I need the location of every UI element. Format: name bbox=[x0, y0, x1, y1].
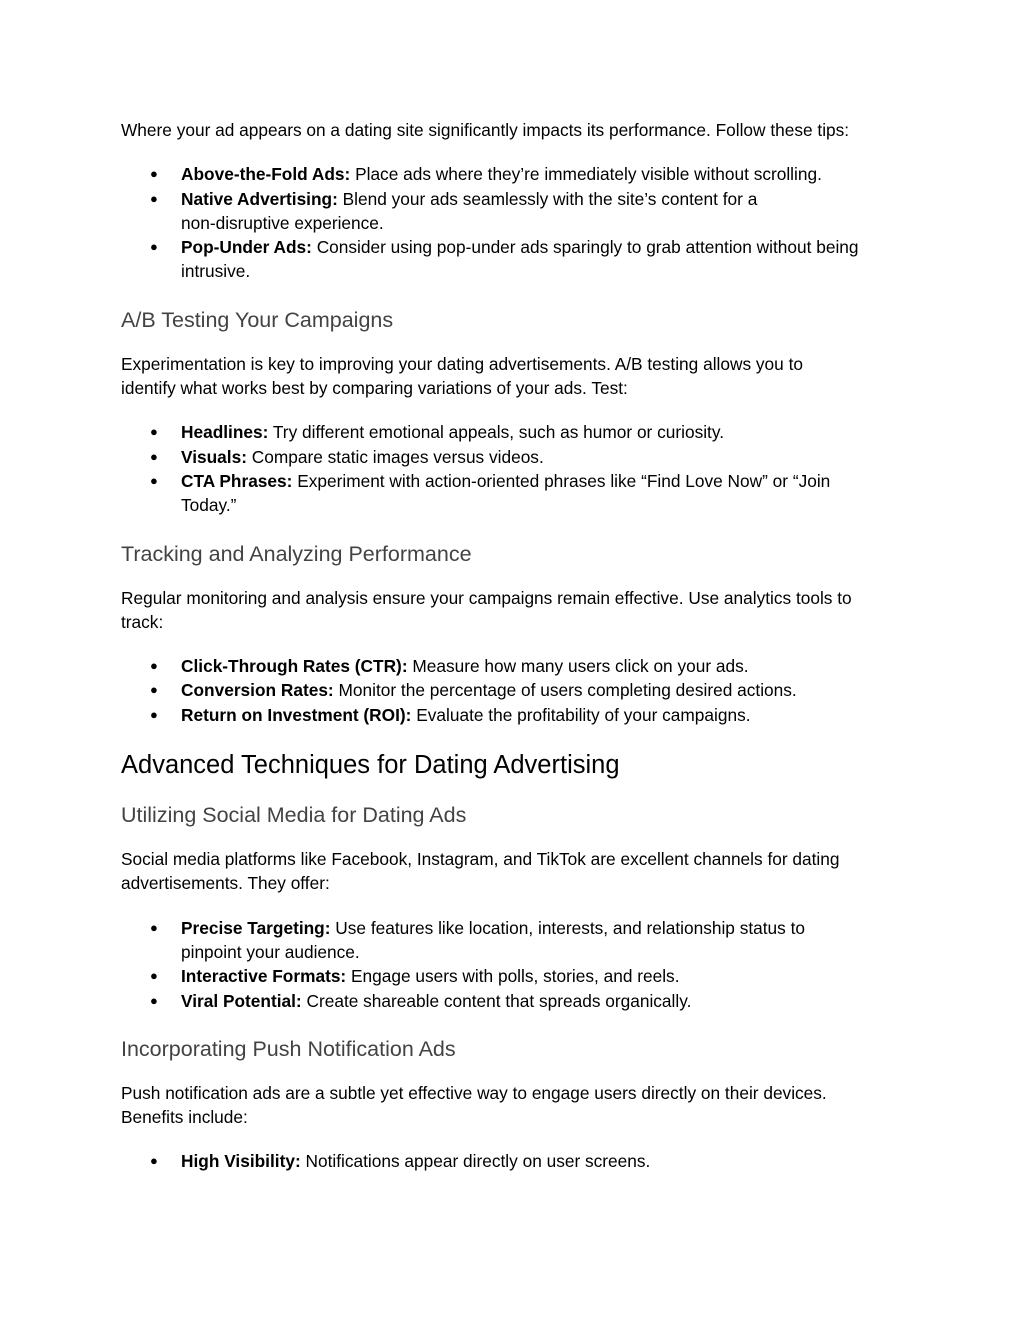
list-item-desc: Evaluate the profitability of your campaigns. bbox=[411, 704, 751, 725]
list-item bbox=[121, 916, 911, 965]
list-item-term: Viral Potential: bbox=[181, 990, 302, 1011]
list-item-desc-cont: intrusive. bbox=[181, 261, 251, 282]
list-item-desc: Monitor the percentage of users completing desired actions. bbox=[333, 680, 797, 701]
list-item-desc: Notifications appear directly on user screens. bbox=[300, 1151, 651, 1172]
push-notification-heading: Incorporating Push Notification Ads bbox=[121, 1036, 456, 1061]
list-item-term: Click-Through Rates (CTR): bbox=[181, 656, 408, 677]
list-item-desc: Compare static images versus videos. bbox=[246, 446, 544, 467]
list-item-desc-cont: non-disruptive experience. bbox=[181, 212, 384, 233]
list-item-term: CTA Phrases: bbox=[181, 470, 293, 491]
list-item-term: Headlines: bbox=[181, 422, 269, 443]
list-item bbox=[121, 445, 911, 469]
list-item-term: Conversion Rates: bbox=[181, 680, 334, 701]
list-item bbox=[121, 420, 911, 444]
list-item-term: Pop-Under Ads: bbox=[181, 237, 312, 258]
advanced-techniques-heading: Advanced Techniques for Dating Advertising bbox=[121, 751, 620, 780]
list-item-term: Native Advertising: bbox=[181, 188, 338, 209]
list-item-term: High Visibility: bbox=[181, 1151, 301, 1172]
list-item bbox=[121, 678, 911, 702]
social-media-heading: Utilizing Social Media for Dating Ads bbox=[121, 803, 467, 828]
list-item bbox=[121, 469, 911, 518]
list-item-desc: Use features like location, interests, and relationship status to bbox=[330, 917, 806, 938]
list-item bbox=[121, 703, 911, 727]
list-item bbox=[121, 162, 911, 186]
list-item-desc: Consider using pop-under ads sparingly to grab attention without being bbox=[311, 237, 859, 258]
social-media-list bbox=[121, 916, 911, 1013]
list-item-desc: Measure how many users click on your ads. bbox=[407, 656, 749, 677]
ab-testing-heading: A/B Testing Your Campaigns bbox=[121, 307, 394, 332]
push-notification-list bbox=[121, 1149, 911, 1173]
list-item-desc: Try different emotional appeals, such as humor or curiosity. bbox=[268, 422, 725, 443]
list-item-term: Above-the-Fold Ads: bbox=[181, 164, 351, 185]
list-item bbox=[121, 989, 911, 1013]
social-media-paragraph: Social media platforms like Facebook, Instagram, and TikTok are excellent channels for dating advertisements. They offer: bbox=[121, 849, 840, 894]
list-item-desc: Place ads where they’re immediately visible without scrolling. bbox=[350, 164, 822, 185]
list-item-term: Visuals: bbox=[181, 446, 247, 467]
list-item bbox=[121, 187, 911, 236]
push-notification-paragraph: Push notification ads are a subtle yet effective way to engage users directly on their devices. Benefits include: bbox=[121, 1082, 827, 1128]
list-item-desc: Blend your ads seamlessly with the site’s content for a bbox=[337, 188, 758, 209]
list-item bbox=[121, 235, 911, 284]
ab-testing-list bbox=[121, 420, 911, 517]
list-item-term: Precise Targeting: bbox=[181, 917, 331, 938]
tracking-heading: Tracking and Analyzing Performance bbox=[121, 541, 472, 566]
tracking-list bbox=[121, 654, 911, 727]
list-item-desc: Experiment with action-oriented phrases like “Find Love Now” or “Join bbox=[292, 470, 831, 491]
intro-paragraph: Where your ad appears on a dating site significantly impacts its performance. Follow these tips: bbox=[121, 120, 850, 140]
list-item bbox=[121, 964, 911, 988]
list-item-desc-cont: Today.” bbox=[181, 495, 237, 516]
list-item-desc: Create shareable content that spreads organically. bbox=[301, 990, 692, 1011]
list-item-term: Return on Investment (ROI): bbox=[181, 704, 412, 725]
tracking-paragraph: Regular monitoring and analysis ensure your campaigns remain effective. Use analytics tools to track: bbox=[121, 587, 852, 632]
list-item-desc-cont: pinpoint your audience. bbox=[181, 941, 360, 962]
ab-testing-paragraph: Experimentation is key to improving your dating advertisements. A/B testing allows you to identify what works best by comparing variations of your ads. Test: bbox=[121, 353, 803, 399]
list-item-desc: Engage users with polls, stories, and reels. bbox=[346, 966, 680, 987]
list-item-term: Interactive Formats: bbox=[181, 966, 347, 987]
placement-tips-list bbox=[121, 162, 911, 283]
document-page bbox=[121, 118, 911, 1174]
list-item bbox=[121, 1149, 911, 1173]
list-item bbox=[121, 654, 911, 678]
